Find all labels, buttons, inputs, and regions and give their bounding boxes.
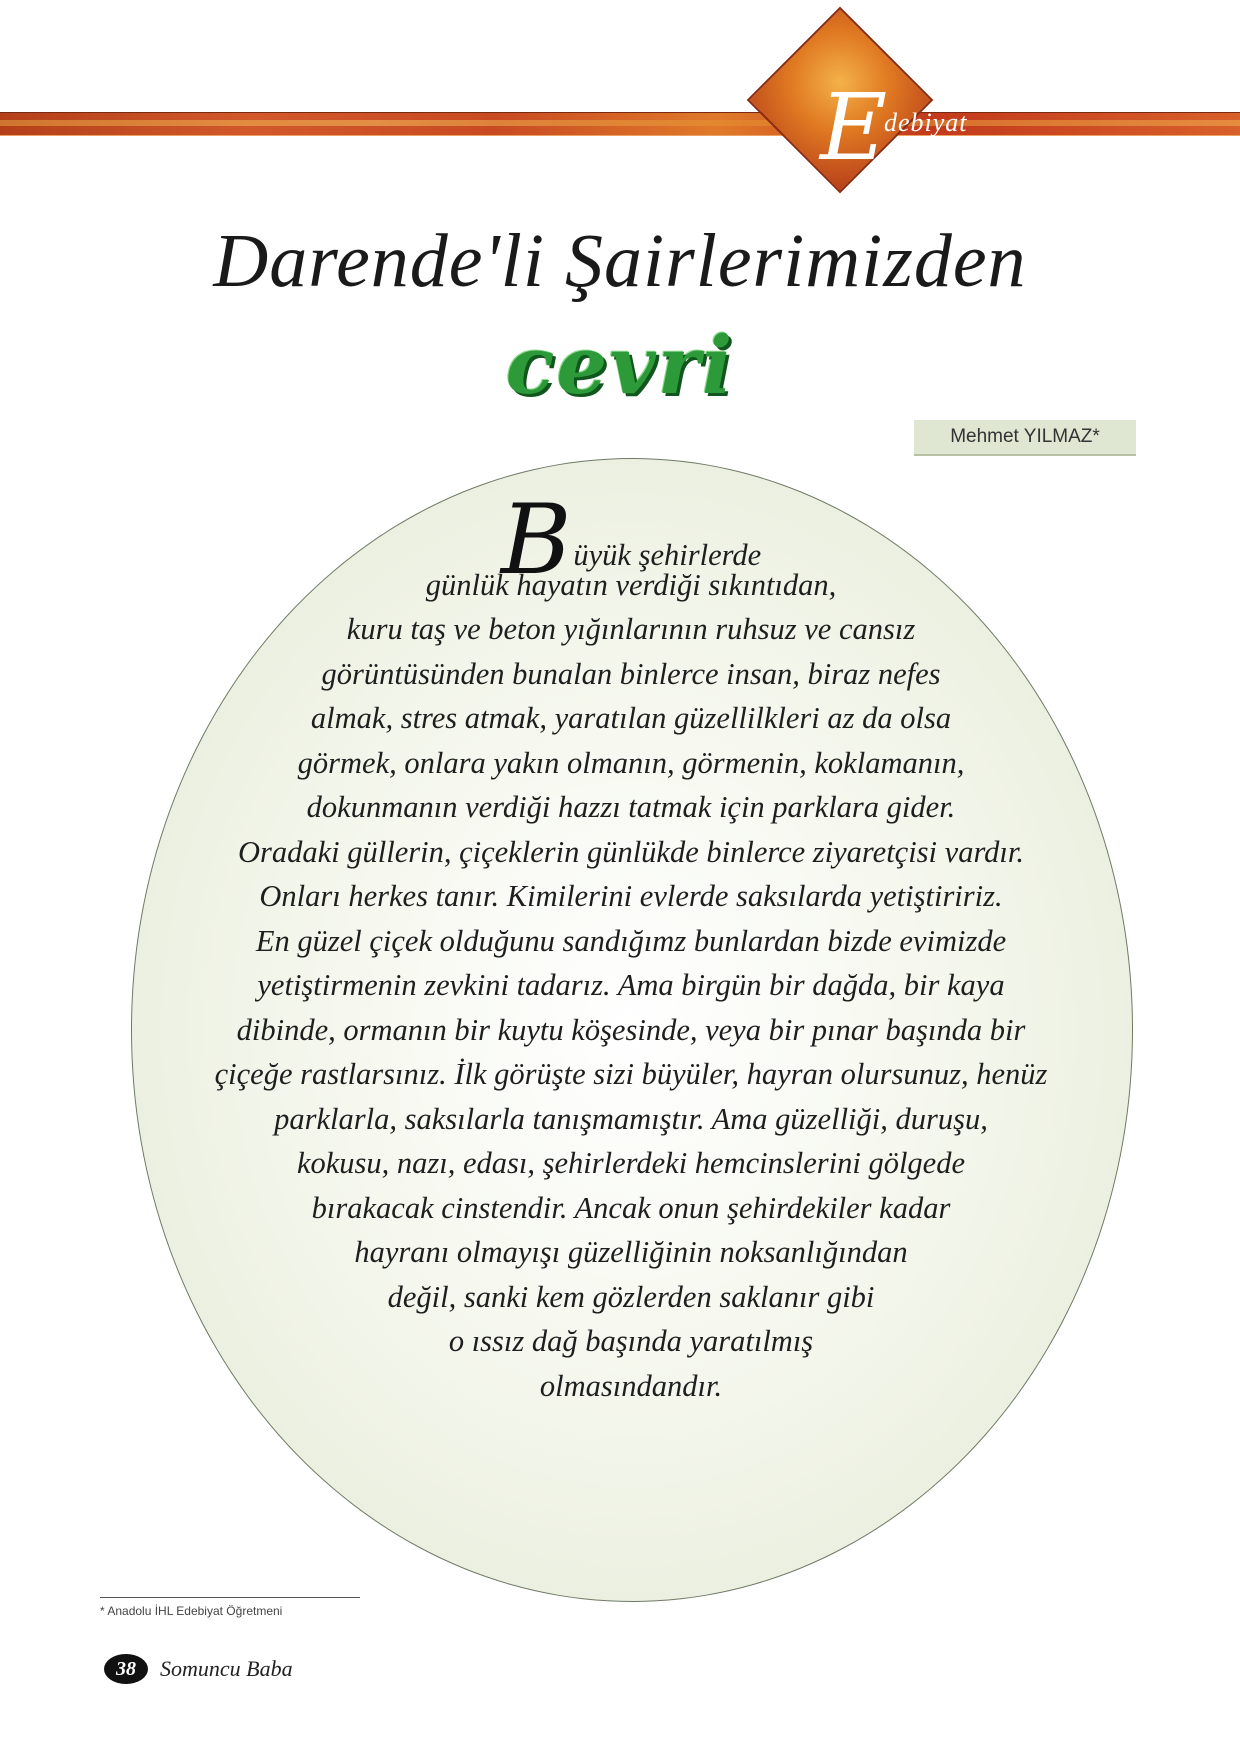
body-line: Onları herkes tanır. Kimilerini evlerde saksılarda yetiştiririz. bbox=[259, 879, 1003, 913]
body-line: kokusu, nazı, edası, şehirlerdeki hemcinslerini gölgede bbox=[296, 1146, 966, 1180]
article-body bbox=[131, 484, 1131, 1408]
magazine-name: Somuncu Baba bbox=[160, 1656, 293, 1681]
body-line: Oradaki güllerin, çiçeklerin günlükde binlerce ziyaretçisi vardır. bbox=[237, 834, 1025, 869]
body-line: kuru taş ve beton yığınlarının ruhsuz ve cansız bbox=[346, 612, 916, 646]
body-line: bırakacak cinstendir. Ancak onun şehirdekiler kadar bbox=[311, 1190, 951, 1225]
author-tag: Mehmet YILMAZ* bbox=[914, 420, 1136, 456]
body-line: o ıssız dağ başında yaratılmış bbox=[448, 1324, 814, 1358]
footnote-rule bbox=[100, 1597, 360, 1598]
body-line: görüntüsünden bunalan binlerce insan, biraz nefes bbox=[321, 656, 941, 691]
drop-cap: B bbox=[500, 484, 572, 596]
body-line: dokunmanın verdiği hazzı tatmak için parklara gider. bbox=[306, 790, 956, 824]
page-number: 38 bbox=[104, 1654, 148, 1684]
body-line: yetiştirmenin zevkini tadarız. Ama birgün bir dağda, bir kaya bbox=[257, 968, 1005, 1002]
section-label: debiyat bbox=[884, 108, 968, 137]
body-line-text: üyük şehirlerde bbox=[573, 538, 762, 572]
body-line: günlük hayatın verdiği sıkıntıdan, bbox=[425, 567, 837, 602]
body-line: En güzel çiçek olduğunu sandığımz bunlardan bizde evimizde bbox=[255, 923, 1007, 958]
body-line: dibinde, ormanın bir kuytu köşesinde, veya bir pınar başında bir bbox=[236, 1012, 1026, 1047]
header-band-stripe bbox=[0, 120, 1240, 126]
article-title: Darende'li Şairlerimizden bbox=[213, 219, 1027, 303]
body-line: çiçeğe rastlarsınız. İlk görüşte sizi büyüler, hayran olursunuz, henüz bbox=[214, 1057, 1048, 1091]
body-line: hayranı olmayışı güzelliğinin noksanlığından bbox=[354, 1235, 908, 1269]
footnote: * Anadolu İHL Edebiyat Öğretmeni bbox=[100, 1604, 283, 1618]
body-line: parklarla, saksılarla tanışmamıştır. Ama güzelliği, duruşu, bbox=[274, 1101, 988, 1136]
article-subtitle: cevri bbox=[505, 318, 735, 412]
body-line: almak, stres atmak, yaratılan güzellilkleri az da olsa bbox=[310, 701, 952, 735]
body-line: olmasındandır. bbox=[539, 1368, 723, 1403]
body-line: görmek, onlara yakın olmanın, görmenin, koklamanın, bbox=[297, 745, 965, 780]
section-initial: E bbox=[820, 74, 888, 181]
body-line: değil, sanki kem gözlerden saklanır gibi bbox=[387, 1279, 875, 1314]
